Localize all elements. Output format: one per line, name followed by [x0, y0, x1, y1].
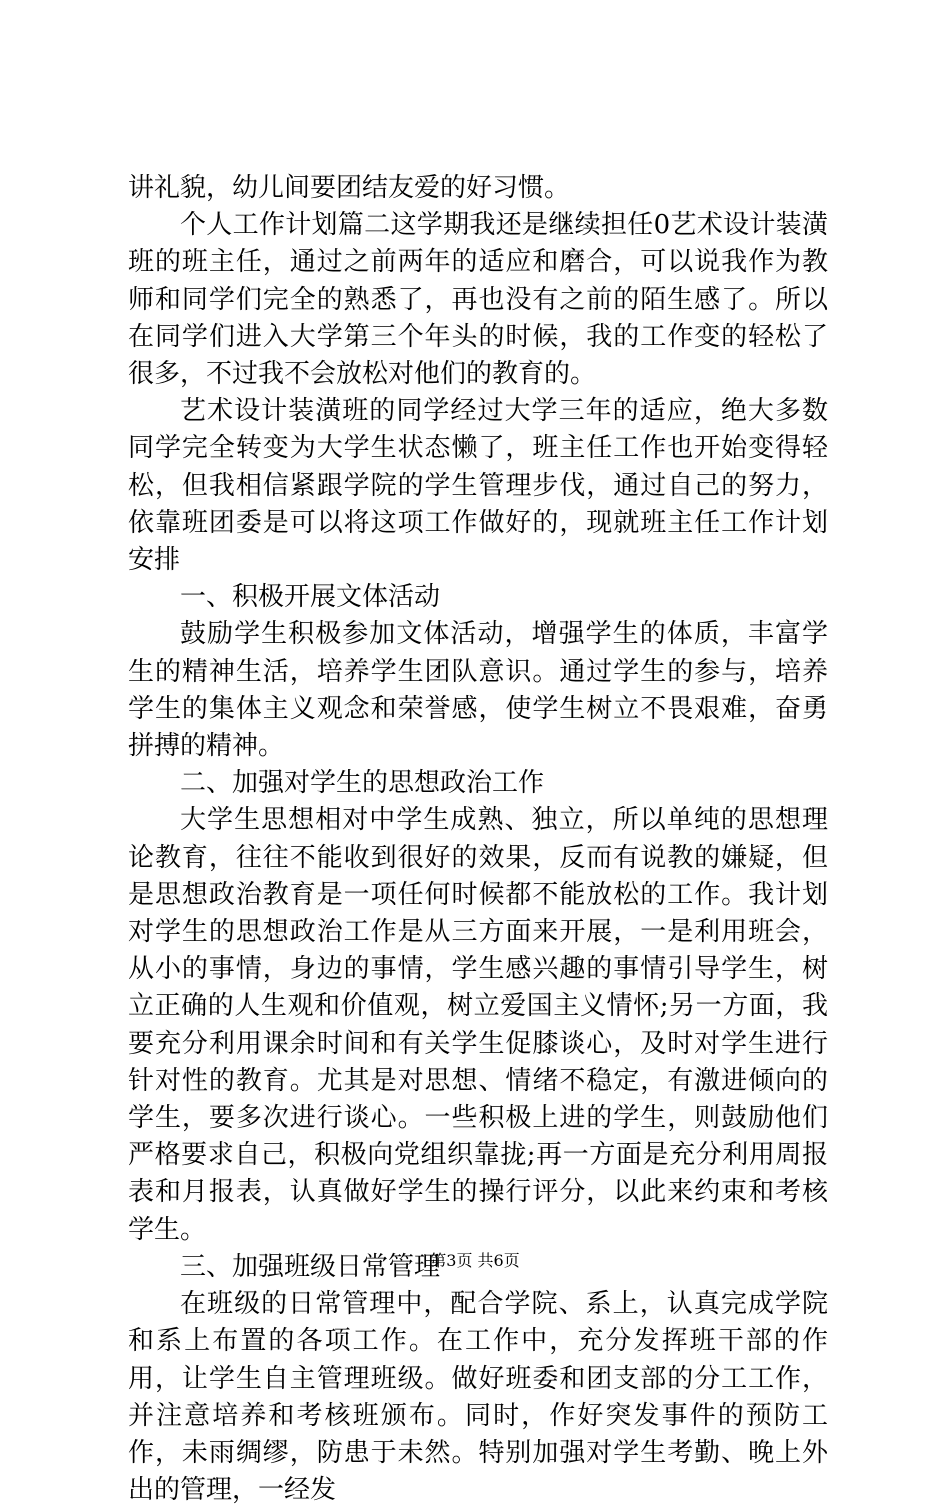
document-body — [128, 170, 828, 1509]
paragraph-8: 在班级的日常管理中，配合学院、系上，认真完成学院和系上布置的各项工作。在工作中，充分发挥班干部的作用，让学生自主管理班级。做好班委和团支部的分工工作，并注意培养和考核班颁布。同时，作好突发事件的预防工作，未雨绸缪，防患于未然。特别加强对学生考勤、晚上外出的管理，一经发 — [128, 1289, 828, 1506]
section-heading-1: 一、积极开展文体活动 — [180, 582, 441, 613]
section-heading-3: 三、加强班级日常管理 — [180, 1251, 441, 1282]
paragraph-2: 艺术设计装潢班的同学经过大学三年的适应，绝大多数同学完全转变为大学生状态懒了，班主任工作也开始变得轻松，但我相信紧跟学院的学生管理步伐，通过自己的努力，依靠班团委是可以将这项工作做好的，现就班主任工作计划安排 — [128, 396, 828, 576]
section-heading-2: 二、加强对学生的思想政治工作 — [180, 768, 545, 799]
paragraph-6: 大学生思想相对中学生成熟、独立，所以单纯的思想理论教育，往往不能收到很好的效果，反而有说教的嫌疑，但是思想政治教育是一项任何时候都不能放松的工作。我计划对学生的思想政治工作是从三方面来开展，一是利用班会，从小的事情，身边的事情，学生感兴趣的事情引导学生，树立正确的人生观和价值观，树立爱国主义情怀;另一方面，我要充分利用课余时间和有关学生促膝谈心，及时对学生进行针对性的教育。尤其是对思想、情绪不稳定，有激进倾向的学生，要多次进行谈心。一些积极上进的学生，则鼓励他们严格要求自己，积极向党组织靠拢;再一方面是充分利用周报表和月报表，认真做好学生的操行评分，以此来约束和考核学生。 — [128, 805, 828, 1245]
page-number-footer: 第3页 共6页 — [430, 1251, 520, 1270]
paragraph-1: 个人工作计划篇二这学期我还是继续担任0艺术设计装潢班的班主任，通过之前两年的适应和磨合，可以说我作为教师和同学们完全的熟悉了，再也没有之前的陌生感了。所以在同学们进入大学第三个年头的时候，我的工作变的轻松了很多，不过我不会放松对他们的教育的。 — [128, 210, 828, 390]
paragraph-0: 讲礼貌，幼儿间要团结友爱的好习惯。 — [128, 173, 571, 203]
paragraph-4: 鼓励学生积极参加文体活动，增强学生的体质，丰富学生的精神生活，培养学生团队意识。通过学生的参与，培养学生的集体主义观念和荣誉感，使学生树立不畏艰难，奋勇拼搏的精神。 — [128, 619, 828, 762]
